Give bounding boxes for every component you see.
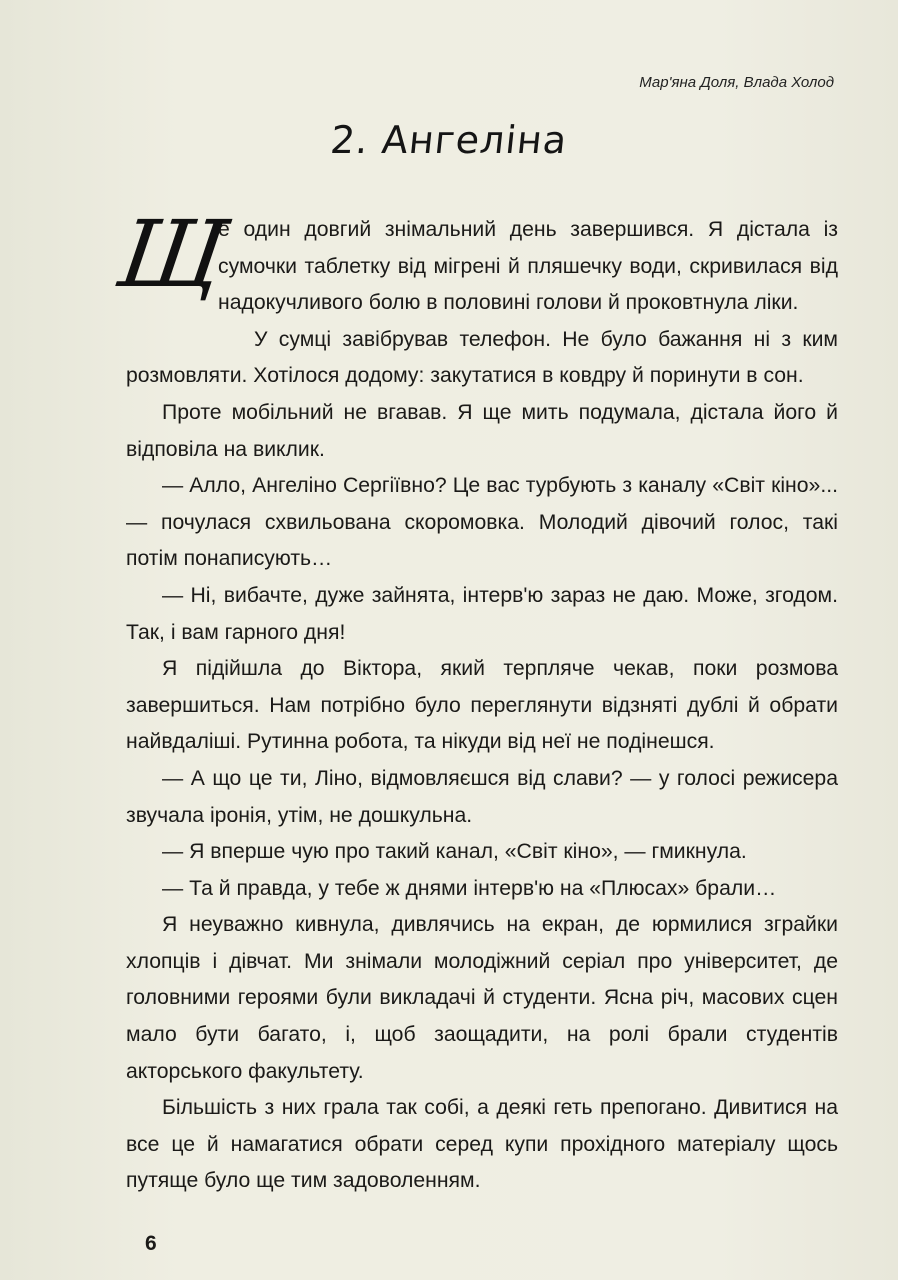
paragraph-2: У сумці завібрував телефон. Не було бажання ні з ким розмовляти. Хотілося додому: закутатися в ковдру й поринути в сон.	[126, 327, 838, 388]
paragraph-7: — А що це ти, Ліно, відмовляєшся від слави? — у голосі режисера звучала іронія, утім, не дошкульна.	[126, 766, 838, 827]
paragraph-4: — Алло, Ангеліно Сергіївно? Це вас турбують з каналу «Світ кіно»... — почулася схвильована скоромовка. Молодий дівочий голос, такі потім понаписують…	[126, 474, 838, 571]
page-number: 6	[145, 1232, 157, 1255]
chapter-title: 2. Ангеліна	[328, 118, 570, 162]
paragraph-5: — Ні, вибачте, дуже зайнята, інтерв'ю зараз не даю. Може, згодом. Так, і вам гарного дня!	[126, 583, 838, 644]
paragraph-8: — Я вперше чую про такий канал, «Світ кіно», — гмикнула.	[162, 840, 747, 864]
paragraph-11: Більшість з них грала так собі, а деякі геть препогано. Дивитися на все це й намагатися обрати серед купи прохідного матеріалу щось путяще було ще тим задоволенням.	[126, 1096, 838, 1193]
paragraph-9: — Та й правда, у тебе ж днями інтерв'ю на «Плюсах» брали…	[162, 876, 777, 900]
paragraph-1-text: е один довгий знімальний день завершився. Я дістала із сумочки таблетку від мігрені й пляшечку води, скривилася від надокучливого болю в половині голови й проковтнула ліки.	[218, 218, 838, 315]
paragraph-3: Проте мобільний не вгавав. Я ще мить подумала, дістала його й відповіла на виклик.	[126, 400, 838, 461]
running-header: Мар'яна Доля, Влада Холод	[639, 74, 834, 91]
body-text	[112, 201, 838, 1200]
paragraph-1	[112, 201, 838, 322]
paragraph-10: Я неуважно кивнула, дивлячись на екран, де юрмилися зграйки хлопців і дівчат. Ми знімали молодіжний серіал про університет, де головними героями були викладачі й студенти. Ясна річ, масових сцен мало бути багато, і, щоб заощадити, на ролі брали студентів акторського факультету.	[126, 913, 838, 1083]
drop-cap: Щ	[112, 201, 233, 308]
paragraph-6: Я підійшла до Віктора, який терпляче чекав, поки розмова завершиться. Нам потрібно було переглянути відзняті дублі й обрати найвдаліші. Рутинна робота, та нікуди від неї не подінешся.	[126, 657, 838, 754]
